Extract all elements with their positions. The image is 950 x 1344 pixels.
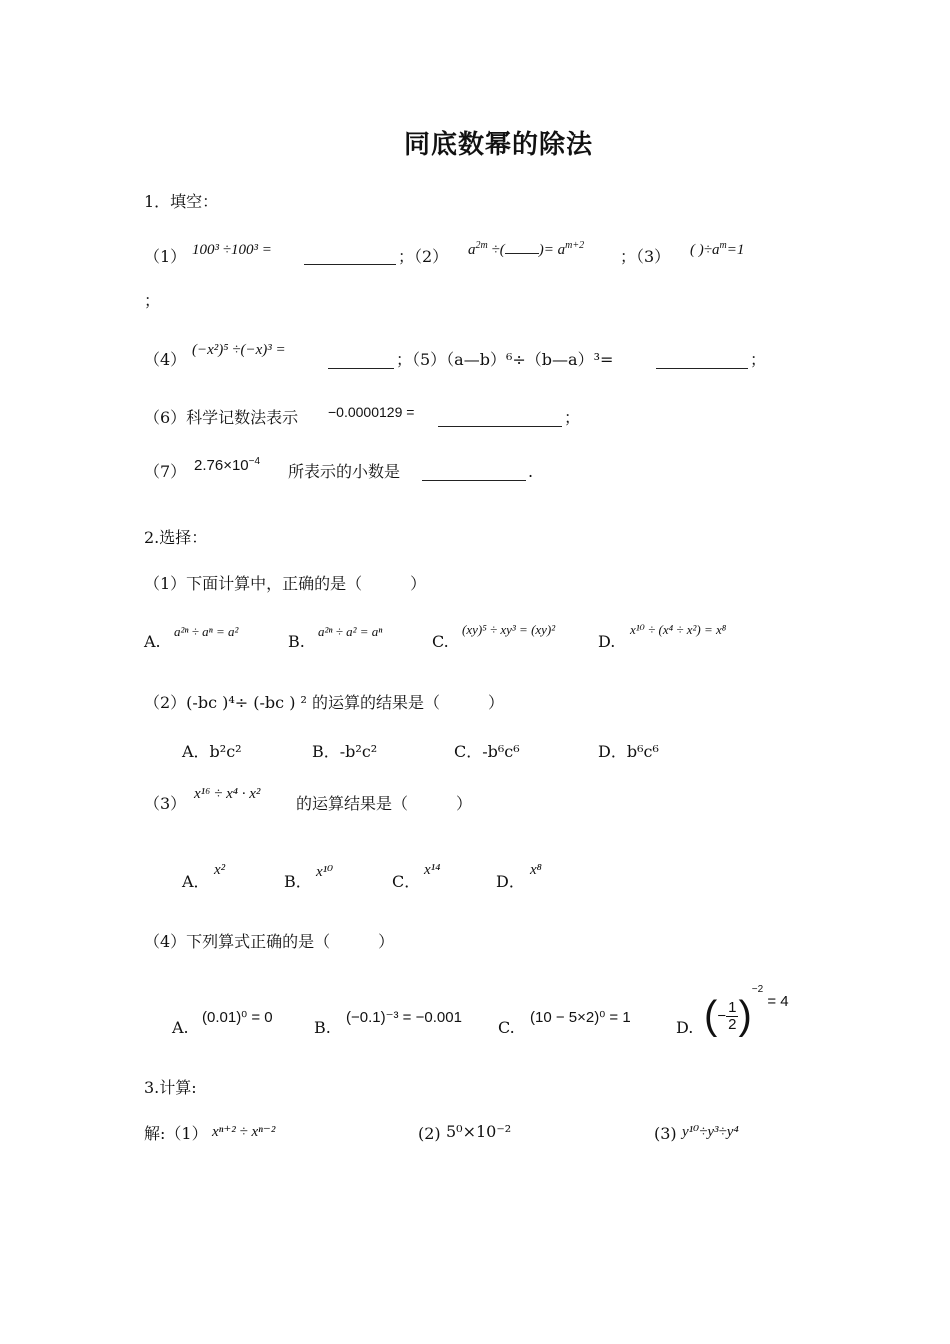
s2-q3-option-d-label[interactable]: D． bbox=[496, 872, 525, 891]
s1-q4-expression: (−x²)⁵ ÷(−x)³ = bbox=[192, 342, 286, 358]
s2-q3-label: （3） bbox=[144, 794, 187, 813]
s2-q3-option-b-expr: x¹⁰ bbox=[316, 864, 334, 880]
s1-q4-label: （4） bbox=[144, 350, 187, 369]
s2-q3-option-d-expr: x⁸ bbox=[530, 862, 542, 878]
s1-q3-rhs: =1 bbox=[726, 242, 745, 258]
s1-q7-period: . bbox=[528, 462, 534, 481]
s2-q3-option-c-expr: x¹⁴ bbox=[424, 862, 441, 878]
s2-q4-d-close-paren: ) bbox=[738, 993, 752, 1038]
s2-q2-option-a[interactable]: A．b²c² bbox=[182, 742, 242, 761]
s2-q4-option-c-expr: (10 − 5×2)⁰ = 1 bbox=[530, 1009, 631, 1026]
s1-q7-mantissa: 2.76×10 bbox=[194, 457, 249, 474]
page-title: 同底数幂的除法 bbox=[404, 130, 594, 160]
s1-q3-blank-paren[interactable]: ( )÷ bbox=[690, 242, 712, 258]
s1-q3-base: a bbox=[711, 242, 720, 258]
s2-q2-option-d[interactable]: D．b⁶c⁶ bbox=[598, 742, 659, 761]
s2-q1-option-a-label[interactable]: A. bbox=[144, 632, 161, 651]
s1-q3-exponent: m bbox=[719, 240, 727, 251]
s1-q5-answer-blank[interactable] bbox=[656, 352, 748, 369]
s1-q1-label: （1） bbox=[144, 247, 187, 266]
s2-q4-option-d-label[interactable]: D. bbox=[676, 1018, 694, 1037]
s1-q2-divide-open: ÷( bbox=[491, 242, 505, 258]
s2-q4-option-b-label[interactable]: B. bbox=[314, 1018, 331, 1037]
section-1-heading: 1．填空： bbox=[144, 192, 219, 211]
s2-q4-option-d-expr bbox=[704, 984, 789, 1039]
s2-q4-d-sign: − bbox=[717, 1007, 727, 1025]
s2-q1-option-d-expr: x¹⁰ ÷ (x⁴ ÷ x²) = x⁸ bbox=[630, 622, 727, 637]
s1-q5-text: ；（5）（a—b）⁶÷（b—a）³= bbox=[396, 350, 614, 369]
s3-p2-label: (2) bbox=[418, 1124, 441, 1143]
s1-q2-base: a bbox=[468, 242, 476, 258]
s2-q4-d-open-paren: ( bbox=[704, 993, 718, 1038]
s2-q2-option-b[interactable]: B．-b²c² bbox=[312, 742, 378, 761]
s1-q2-close: )= a bbox=[538, 242, 566, 258]
s2-q3-option-b-label[interactable]: B． bbox=[284, 872, 312, 891]
s1-q7-expression bbox=[194, 456, 260, 474]
s1-q7-label: （7） bbox=[144, 462, 187, 481]
s2-q3-text: 的运算结果是（ ） bbox=[296, 794, 473, 813]
s2-q4-d-exponent: −2 bbox=[751, 984, 764, 995]
s2-q4-option-a-expr: (0.01)⁰ = 0 bbox=[202, 1009, 273, 1026]
s2-q1-option-a-expr: a²ⁿ ÷ aⁿ = a² bbox=[174, 624, 239, 639]
s2-q4-d-numerator: 1 bbox=[728, 998, 737, 1016]
s1-q2-expression bbox=[468, 240, 584, 259]
s3-p3-label: (3) bbox=[654, 1124, 677, 1143]
s1-q1-answer-blank[interactable] bbox=[304, 248, 396, 265]
s1-q2-label: ；（2） bbox=[398, 247, 449, 266]
s1-q3-label: ；（3） bbox=[620, 247, 671, 266]
s2-q3-option-a-expr: x² bbox=[214, 862, 226, 878]
s1-q1-expression: 100³ ÷100³ = bbox=[192, 242, 272, 258]
s1-q2-rhs-exponent: m+2 bbox=[565, 240, 585, 251]
s2-q4-stem: （4）下列算式正确的是（ ） bbox=[144, 932, 395, 951]
section-2-heading: 2.选择： bbox=[144, 528, 208, 547]
s2-q2-option-c[interactable]: C．-b⁶c⁶ bbox=[454, 742, 520, 761]
s1-q6-expression: −0.0000129 = bbox=[328, 404, 415, 420]
section-3-heading: 3.计算: bbox=[144, 1078, 197, 1097]
s2-q2-stem: （2）(-bc )⁴÷ (-bc ) ² 的运算的结果是（ ） bbox=[144, 693, 505, 712]
s3-p1-expression: xⁿ⁺² ÷ xⁿ⁻² bbox=[212, 1124, 276, 1140]
s2-q3-option-a-label[interactable]: A． bbox=[182, 872, 210, 891]
s2-q4-d-fraction bbox=[726, 1000, 738, 1033]
s2-q4-option-b-expr: (−0.1)⁻³ = −0.001 bbox=[346, 1009, 462, 1026]
s2-q3-option-c-label[interactable]: C． bbox=[392, 872, 421, 891]
s2-q4-option-c-label[interactable]: C. bbox=[498, 1018, 515, 1037]
s1-q2-exponent: 2m bbox=[475, 240, 488, 251]
s1-q3-semicolon: ； bbox=[144, 291, 161, 310]
s2-q1-option-d-label[interactable]: D. bbox=[598, 632, 616, 651]
s1-q6-semicolon: ； bbox=[564, 408, 581, 427]
s2-q1-option-b-label[interactable]: B. bbox=[288, 632, 305, 651]
s3-solution-label: 解:（1） bbox=[144, 1124, 208, 1143]
s1-q7-answer-blank[interactable] bbox=[422, 464, 526, 481]
s1-q7-text: 所表示的小数是 bbox=[288, 462, 401, 481]
s1-q6-label: （6）科学记数法表示 bbox=[144, 408, 299, 427]
s3-p2-expression: 5⁰×10⁻² bbox=[446, 1122, 512, 1141]
s2-q3-expression: x¹⁶ ÷ x⁴ · x² bbox=[194, 786, 261, 802]
s1-q2-answer-blank[interactable] bbox=[505, 241, 539, 254]
s1-q7-exponent: −4 bbox=[248, 456, 261, 467]
s1-q4-answer-blank[interactable] bbox=[328, 352, 394, 369]
s2-q1-stem: （1）下面计算中，正确的是（ ） bbox=[144, 574, 427, 593]
s1-q5-semicolon: ； bbox=[750, 350, 767, 369]
s2-q4-d-rhs: = 4 bbox=[767, 993, 789, 1010]
s3-p3-expression: y¹⁰÷y³÷y⁴ bbox=[682, 1124, 739, 1140]
s1-q6-answer-blank[interactable] bbox=[438, 410, 562, 427]
s2-q4-option-a-label[interactable]: A. bbox=[172, 1018, 189, 1037]
s2-q1-option-b-expr: a²ⁿ ÷ a² = aⁿ bbox=[318, 624, 383, 639]
s2-q1-option-c-label[interactable]: C. bbox=[432, 632, 449, 651]
s2-q1-option-c-expr: (xy)⁵ ÷ xy³ = (xy)² bbox=[462, 622, 556, 637]
s1-q3-expression bbox=[690, 240, 744, 259]
s2-q4-d-denominator: 2 bbox=[728, 1015, 737, 1033]
